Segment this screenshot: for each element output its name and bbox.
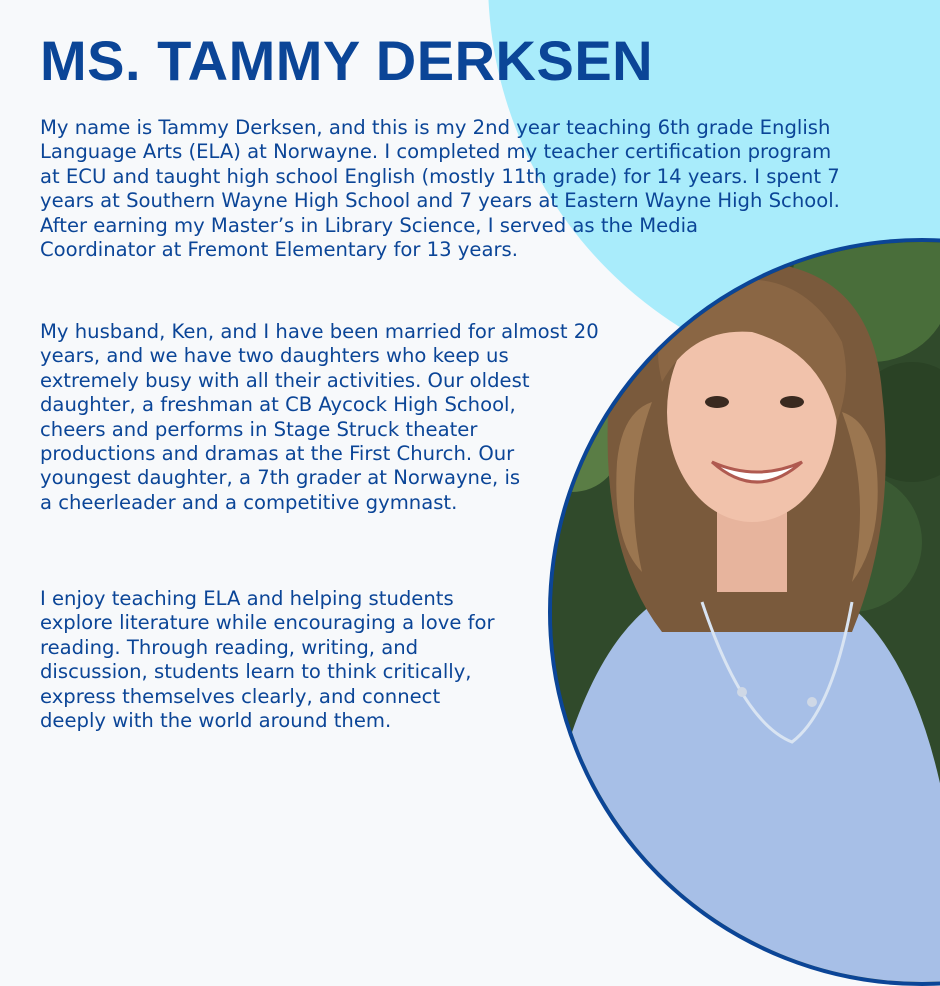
text-line: extremely busy with all their activities. Our oldest xyxy=(40,368,530,392)
text-line: a cheerleader and a competitive gymnast. xyxy=(40,490,458,514)
text-line: Coordinator at Fremont Elementary for 13 years. xyxy=(40,238,518,262)
text-line: years, and we have two daughters who keep us xyxy=(40,344,509,368)
text-line: discussion, students learn to think critically, xyxy=(40,660,472,684)
text-line: My name is Tammy Derksen, and this is my 2nd year teaching 6th grade English xyxy=(40,116,831,139)
text-line: deeply with the world around them. xyxy=(40,709,392,733)
page-title: MS. TAMMY DERKSEN xyxy=(40,29,654,92)
text-line: After earning my Master’s in Library Science, I served as the Media xyxy=(40,213,699,237)
bio-paragraph-career xyxy=(40,116,840,262)
text-line: Language Arts (ELA) at Norwayne. I completed my teacher certification program xyxy=(40,140,832,164)
portrait-illustration xyxy=(552,242,940,982)
text-line: cheers and performs in Stage Struck theater xyxy=(40,417,478,441)
text-line: youngest daughter, a 7th grader at Norwayne, is xyxy=(40,466,521,490)
text-line: productions and dramas at the First Church. Our xyxy=(40,442,515,466)
bio-paragraph-family xyxy=(40,320,599,515)
portrait-photo xyxy=(548,238,940,986)
text-line: express themselves clearly, and connect xyxy=(40,684,441,708)
text-line: I enjoy teaching ELA and helping students xyxy=(40,587,454,610)
text-line: My husband, Ken, and I have been married for almost 20 xyxy=(40,320,599,343)
text-line: daughter, a freshman at CB Aycock High School, xyxy=(40,393,516,417)
text-line: explore literature while encouraging a love for xyxy=(40,611,495,635)
bio-paragraph-teaching xyxy=(40,587,495,733)
text-line: reading. Through reading, writing, and xyxy=(40,635,419,659)
text-line: at ECU and taught high school English (mostly 11th grade) for 14 years. I spent 7 xyxy=(40,164,840,188)
text-line: years at Southern Wayne High School and 7 years at Eastern Wayne High School. xyxy=(40,189,840,213)
